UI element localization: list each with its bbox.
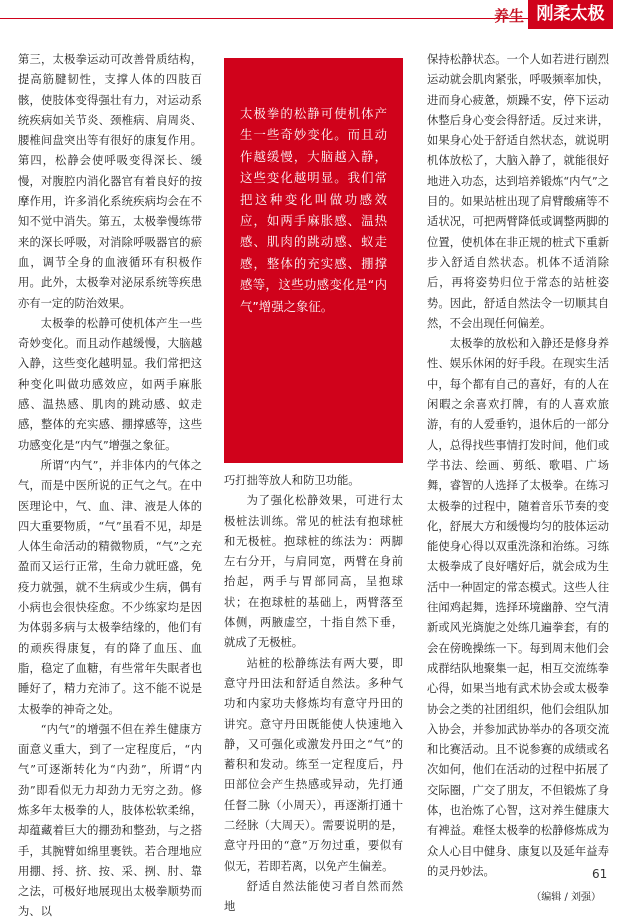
paragraph: 所谓“内气”，并非体内的气体之气，而是中医所说的正气之气。在中医理论中，气、血、津、液是人体的四大重要物质，“气”虽看不见，却是人体生命活动的精微物质，“气”之充盈而又运行正常，生命力就旺盛，免疫力就强，就不生病或少生病，偶有小病也会很快痊愈。不少练家均是因为体弱多病与太极拳结缘的，他们有的顽疾得康复，有的降了血压、血脂，稳定了血糖，有些常年失眠者也睡好了，精力充沛了。这不能不说是太极拳的神奇之处。: [18, 458, 202, 716]
section-label: 养生: [494, 7, 525, 25]
paragraph: 太极拳的松静可使机体产生一些奇妙变化。而且动作越缓慢，大脑越入静，这些变化越明显。我们常把这种变化叫做功感效应，如两手麻胀感、温热感、肌肉的跳动感、蚁走感，整体的充实感、掤撑感等，这些功感变化是“内气”增强之象征。: [18, 316, 202, 452]
paragraph: 舒适自然法能使习者自然而然地: [224, 879, 403, 914]
paragraph: 站桩的松静练法有两大要，即意守丹田法和舒适自然法。多种气功和内家功夫修炼均有意守丹田的讲究。意守丹田既能使人快速地入静，又可强化或激发丹田之“气”的蓄积和发动。练至一定程度后，丹田部位会产生热感或异动，先打通任督二脉（小周天），再逐渐打通十二经脉（大周天）。需要说明的是，意守丹田的“意”万勿过重，要似有似无，若即若离，以免产生偏差。: [224, 656, 403, 873]
page-number: 61: [592, 867, 608, 881]
article-column-left: [18, 50, 202, 923]
paragraph: 为了强化松静效果，可进行太极桩法训练。常见的桩法有抱球桩和无极桩。抱球桩的练法为：两脚左右分开，与肩同宽，两臂在身前抬起，两手与胃部同高，呈抱球状；在抱球桩的基础上，两臂落至体侧，两腋虚空，十指自然下垂，就成了无极桩。: [224, 494, 403, 650]
paragraph: 保持松静状态。一个人如若进行剧烈运动就会肌肉紧张，呼吸频率加快，进而身心疲惫，烦躁不安，停下运动休整后身心变会得舒适。反过来讲，如果身心处于舒适自然状态，就说明机体放松了，大脑入静了，就能很好地进入功态，达到培养锻炼“内气”之目的。如果站桩出现了肩臂酸痛等不适状况，可把两臂降低或调整两脚的位置，使机体在非正规的桩式下重新步入舒适自然状态。机体不适消除后，再将姿势归位于常态的站桩姿势。因此，舒适自然法令一切顺其自然，不会出现任何偏差。: [427, 53, 609, 330]
paragraph: 巧打拙等放人和防卫功能。: [224, 474, 360, 487]
article-column-right: [427, 50, 609, 908]
editor-credit: （编辑 / 刘强）: [531, 892, 601, 904]
header-rule: [0, 18, 545, 19]
paragraph: “内气”的增强不但在养生健康方面意义重大，到了一定程度后，“内气”可逐渐转化为“内劲”，所谓“内劲”即看似无力却劲力无穷之劲。修炼多年太极拳的人，肢体松软柔绵，却蕴藏着巨大的掤劲和整劲，与之搭手，其腕臂如绵里裹铁。若合理地应用掤、捋、挤、按、采、挒、肘、靠之法，可极好地展现出太极拳顺势而为、以: [18, 722, 202, 919]
paragraph: 太极拳的放松和入静还是修身养性、娱乐休闲的好手段。在现实生活中，每个都有自己的喜好，有的人在闲暇之余喜欢打牌，有的人喜欢旅游，有的人爱垂钓，退休后的一部分人，总得找些事情打发时间，他们或学书法、绘画、剪纸、歌唱、广场舞，睿智的人选择了太极拳。在练习太极拳的过程中，随着音乐节奏的变化，舒展大方和缓慢均匀的肢体运动能使身心得以双重洗涤和治练。习练太极拳成了良好嗜好后，就会成为生活中一种固定的常态模式。这些人往往闻鸡起舞，选择环境幽静、空气清新或风光旖旎之处练几遍拳套，有的会在傍晚操练一下。每到周末他们会成群结队地聚集一起，相互交流练拳心得，如果当地有武术协会或太极拳协会之类的社团组织，他们会组队加入协会，并参加武协举办的各项交流和比赛活动。且不说参赛的成绩或名次如何，他们在活动的过程中拓展了交际圈，广交了朋友，不但锻炼了身体，也治炼了心智，这对养生健康大有裨益。难怪太极拳的松静修炼成为众人心目中健身、康复以及延年益寿的灵丹妙法。: [427, 337, 609, 878]
article-column-middle: [224, 471, 403, 918]
column-title-badge: 刚柔太极: [528, 0, 613, 29]
paragraph: 第三，太极拳运动可改善骨质结构，提高筋腱韧性，支撑人体的四肢百骸，使肢体变得强壮有力，对运动系统疾病如关节炎、颈椎病、肩周炎、腰椎间盘突出等有很好的康复作用。第四，松静会使呼吸变得深长、缓慢，对腹腔内消化器官有着良好的按摩作用，许多消化系统疾病均会在不知不觉中消失。第五，太极拳慢练带来的深长呼吸，对消除呼吸器官的瘀血，调节全身的血液循环有积极作用。此外，太极拳对泌尿系统等疾患亦有一定的防治效果。: [18, 53, 202, 310]
pull-quote-box: [224, 58, 403, 463]
pull-quote-text: 太极拳的松静可使机体产生一些奇妙变化。而且动作越缓慢，大脑越入静，这些变化越明显。我们常把这种变化叫做功感效应，如两手麻胀感、温热感、肌肉的跳动感、蚁走感，整体的充实感、掤撑感等，这些功感变化是“内气”增强之象征。: [240, 106, 387, 314]
